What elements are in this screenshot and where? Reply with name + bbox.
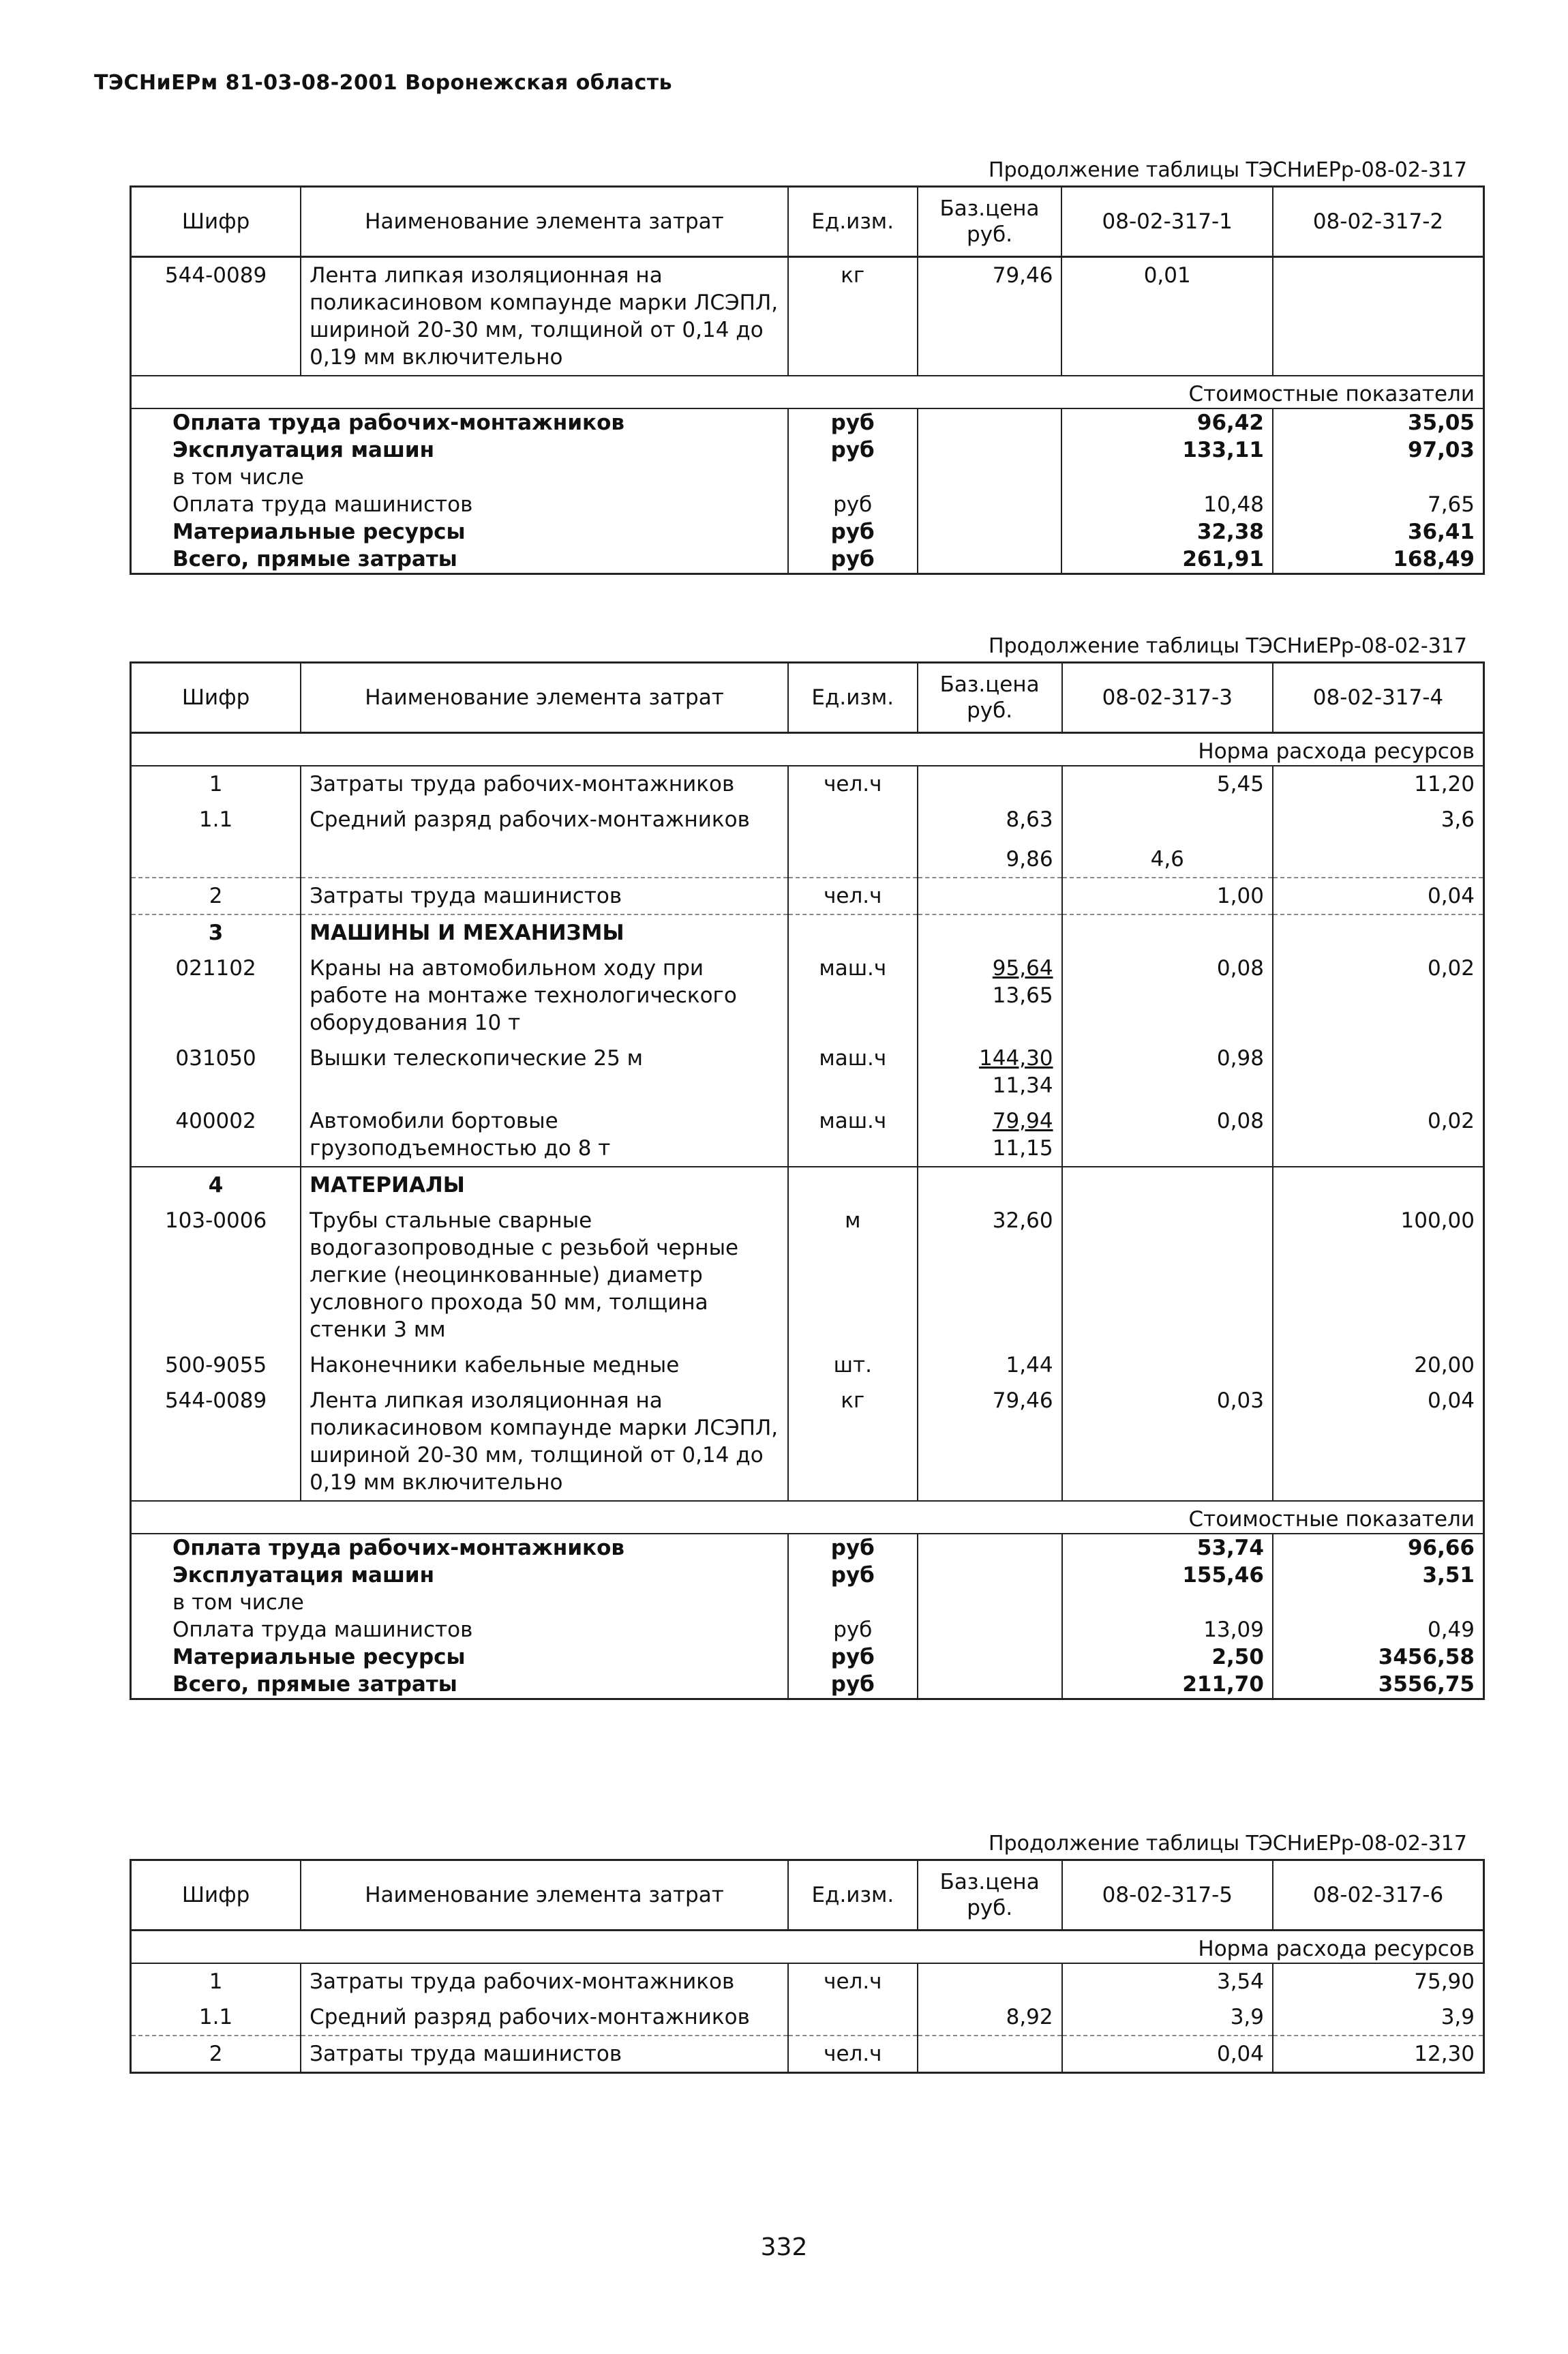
header-price: Баз.цена руб. xyxy=(918,187,1062,257)
totals-row: Оплата труда рабочих-монтажников руб 53,74 96,66 xyxy=(131,1534,1484,1562)
header-name: Наименование элемента затрат xyxy=(301,1860,788,1931)
table-row: 103-0006 Трубы стальные сварные водогазопроводные с резьбой черные легкие (неоцинкованные) диаметр условного прохода 50 мм, толщина стенки 3 мм м 32,60 100,00 xyxy=(131,1203,1484,1347)
page-number: 332 xyxy=(760,2233,808,2261)
totals-row: Эксплуатация машин руб 155,46 3,51 xyxy=(131,1562,1484,1589)
totals-row: Эксплуатация машин руб 133,11 97,03 xyxy=(131,436,1484,464)
header-unit: Ед.изм. xyxy=(788,1860,918,1931)
section-label: Стоимостные показатели xyxy=(131,376,1484,408)
header-code: Шифр xyxy=(131,1860,301,1931)
row-unit: кг xyxy=(788,257,918,376)
table-row: 544-0089 Лента липкая изоляционная на поликасиновом компаунде марки ЛСЭПЛ, шириной 20-30 мм, толщиной от 0,14 до 0,19 мм включительно кг 79,46 0,03 0,04 xyxy=(131,1383,1484,1501)
table-continuation-title: Продолжение таблицы ТЭСНиЕРр-08-02-317 xyxy=(989,1832,1467,1856)
totals-row: Всего, прямые затраты руб 261,91 168,49 xyxy=(131,546,1484,574)
totals-row: в том числе xyxy=(131,1589,1484,1616)
header-col-b: 08-02-317-6 xyxy=(1273,1860,1483,1931)
totals-row: в том числе xyxy=(131,464,1484,491)
table-row: 1.1 Средний разряд рабочих-монтажников 8,63 9,86 4,6 3,6 xyxy=(131,802,1484,878)
header-col-b: 08-02-317-4 xyxy=(1273,663,1484,733)
section-label: Норма расхода ресурсов xyxy=(131,733,1484,766)
header-code: Шифр xyxy=(131,187,301,257)
resource-table-3 xyxy=(130,1859,1485,2074)
table-row xyxy=(131,257,1484,376)
totals-row: Оплата труда машинистов руб 13,09 0,49 xyxy=(131,1616,1484,1643)
table-continuation-title: Продолжение таблицы ТЭСНиЕРр-08-02-317 xyxy=(989,158,1467,182)
totals-row: Материальные ресурсы руб 32,38 36,41 xyxy=(131,518,1484,546)
section-label: Норма расхода ресурсов xyxy=(131,1931,1484,1964)
table-row: 1.1 Средний разряд рабочих-монтажников 8,92 3,9 3,9 xyxy=(131,1999,1484,2036)
table-header-row xyxy=(131,187,1484,257)
header-col-a: 08-02-317-5 xyxy=(1062,1860,1273,1931)
table-header-row xyxy=(131,663,1484,733)
totals-row: Оплата труда машинистов руб 10,48 7,65 xyxy=(131,491,1484,518)
table-row: 1 Затраты труда рабочих-монтажников чел.ч 5,45 11,20 xyxy=(131,766,1484,802)
table-row: 2 Затраты труда машинистов чел.ч 0,04 12,30 xyxy=(131,2036,1484,2073)
row-price: 79,46 xyxy=(918,257,1062,376)
table-row: 1 Затраты труда рабочих-монтажников чел.ч 3,54 75,90 xyxy=(131,1963,1484,1999)
section-row xyxy=(131,1931,1484,1964)
row-name: Лента липкая изоляционная на поликасиновом компаунде марки ЛСЭПЛ, шириной 20-30 мм, толщиной от 0,14 до 0,19 мм включительно xyxy=(301,257,788,376)
totals-row: Материальные ресурсы руб 2,50 3456,58 xyxy=(131,1643,1484,1671)
section-label: Стоимостные показатели xyxy=(131,1501,1484,1534)
section-row xyxy=(131,733,1484,766)
table-row: 4 МАТЕРИАЛЫ xyxy=(131,1167,1484,1203)
table-row: 2 Затраты труда машинистов чел.ч 1,00 0,04 xyxy=(131,878,1484,914)
table-header-row xyxy=(131,1860,1484,1931)
document-header: ТЭСНиЕРм 81-03-08-2001 Воронежская область xyxy=(94,71,673,95)
row-value-a: 0,01 xyxy=(1061,257,1272,376)
header-price: Баз.цена руб. xyxy=(918,1860,1062,1931)
totals-row: Оплата труда рабочих-монтажников руб 96,42 35,05 xyxy=(131,408,1484,436)
table-row: 031050 Вышки телескопические 25 м маш.ч 144,30 11,34 0,98 xyxy=(131,1041,1484,1103)
header-col-a: 08-02-317-3 xyxy=(1062,663,1273,733)
table-row: 500-9055 Наконечники кабельные медные шт. 1,44 20,00 xyxy=(131,1347,1484,1383)
table-continuation-title: Продолжение таблицы ТЭСНиЕРр-08-02-317 xyxy=(989,634,1467,658)
table-row: 400002 Автомобили бортовые грузоподъемностью до 8 т маш.ч 79,94 11,15 0,08 0,02 xyxy=(131,1103,1484,1167)
header-name: Наименование элемента затрат xyxy=(301,663,788,733)
header-code: Шифр xyxy=(131,663,301,733)
section-row xyxy=(131,376,1484,408)
header-name: Наименование элемента затрат xyxy=(301,187,788,257)
header-unit: Ед.изм. xyxy=(788,663,918,733)
table-row: 021102 Краны на автомобильном ходу при работе на монтаже технологического оборудования 10 т маш.ч 95,64 13,65 0,08 0,02 xyxy=(131,951,1484,1041)
section-row xyxy=(131,1501,1484,1534)
totals-row: Всего, прямые затраты руб 211,70 3556,75 xyxy=(131,1671,1484,1699)
resource-table-2 xyxy=(130,661,1485,1700)
row-value-b xyxy=(1273,257,1484,376)
table-row: 3 МАШИНЫ И МЕХАНИЗМЫ xyxy=(131,914,1484,951)
header-col-b: 08-02-317-2 xyxy=(1273,187,1484,257)
row-code: 544-0089 xyxy=(131,257,301,376)
resource-table-1 xyxy=(130,185,1485,575)
header-unit: Ед.изм. xyxy=(788,187,918,257)
header-col-a: 08-02-317-1 xyxy=(1061,187,1272,257)
header-price: Баз.цена руб. xyxy=(918,663,1062,733)
